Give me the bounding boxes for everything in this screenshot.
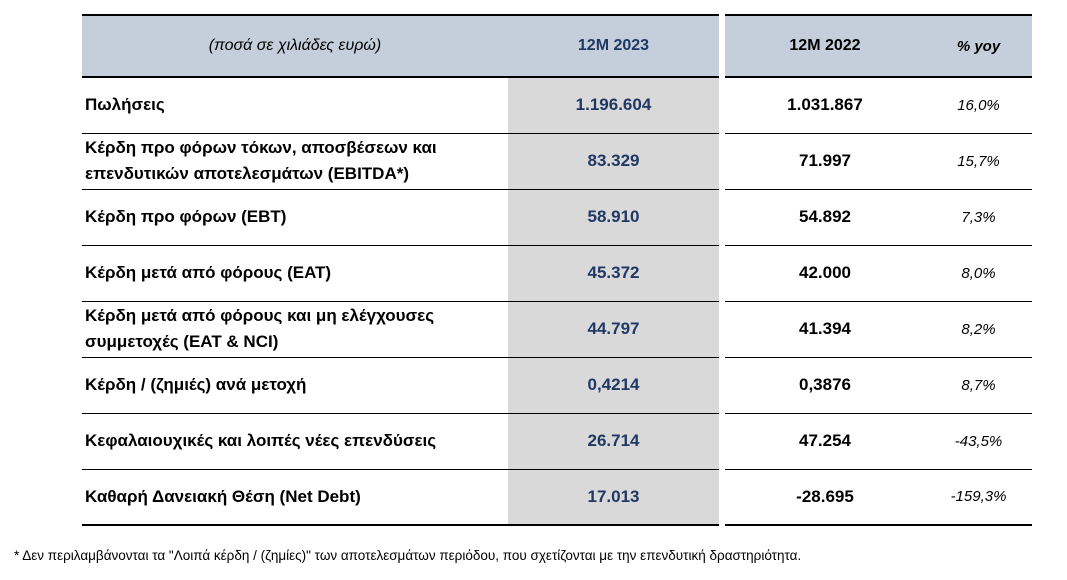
value-12m-2022: 47.254: [722, 413, 925, 469]
value-12m-2023: 0,4214: [508, 357, 722, 413]
value-12m-2022: 54.892: [722, 189, 925, 245]
value-12m-2023: 1.196.604: [508, 77, 722, 133]
row-label: Κέρδη προ φόρων (ΕΒΤ): [82, 189, 508, 245]
value-yoy: 16,0%: [925, 77, 1032, 133]
value-12m-2023: 58.910: [508, 189, 722, 245]
row-label: Κέρδη μετά από φόρους και μη ελέγχουσες συμμετοχές (EAT & NCI): [82, 301, 508, 357]
financial-results-table: [82, 14, 1032, 526]
financial-results-table-container: [82, 14, 1032, 526]
row-label: Κέρδη / (ζημιές) ανά μετοχή: [82, 357, 508, 413]
value-12m-2023: 26.714: [508, 413, 722, 469]
table-row: [82, 245, 1032, 301]
value-yoy: 7,3%: [925, 189, 1032, 245]
value-yoy: 8,0%: [925, 245, 1032, 301]
table-row: [82, 189, 1032, 245]
table-row: [82, 301, 1032, 357]
value-yoy: 8,7%: [925, 357, 1032, 413]
value-yoy: -43,5%: [925, 413, 1032, 469]
header-units-label: (ποσά σε χιλιάδες ευρώ): [82, 15, 508, 77]
header-yoy: % yoy: [925, 15, 1032, 77]
table-row: [82, 77, 1032, 133]
header-12m-2022: 12M 2022: [722, 15, 925, 77]
footnote: * Δεν περιλαμβάνονται τα "Λοιπά κέρδη / (ζημίες)" των αποτελεσμάτων περιόδου, που σχετίζονται με την επενδυτική δραστηριότητα.: [14, 548, 802, 563]
value-12m-2023: 44.797: [508, 301, 722, 357]
row-label: Κέρδη προ φόρων τόκων, αποσβέσεων και επενδυτικών αποτελεσμάτων (EBITDA*): [82, 133, 508, 189]
value-yoy: 15,7%: [925, 133, 1032, 189]
value-12m-2022: -28.695: [722, 469, 925, 525]
value-12m-2022: 42.000: [722, 245, 925, 301]
value-12m-2023: 83.329: [508, 133, 722, 189]
table-row: [82, 413, 1032, 469]
value-yoy: 8,2%: [925, 301, 1032, 357]
value-12m-2022: 1.031.867: [722, 77, 925, 133]
row-label: Κεφαλαιουχικές και λοιπές νέες επενδύσεις: [82, 413, 508, 469]
value-12m-2022: 41.394: [722, 301, 925, 357]
row-label: Καθαρή Δανειακή Θέση (Net Debt): [82, 469, 508, 525]
value-12m-2022: 71.997: [722, 133, 925, 189]
value-12m-2022: 0,3876: [722, 357, 925, 413]
table-header-row: [82, 15, 1032, 77]
value-12m-2023: 45.372: [508, 245, 722, 301]
value-yoy: -159,3%: [925, 469, 1032, 525]
table-row: [82, 133, 1032, 189]
header-12m-2023: 12M 2023: [508, 15, 722, 77]
table-row: [82, 357, 1032, 413]
table-row: [82, 469, 1032, 525]
row-label: Πωλήσεις: [82, 77, 508, 133]
value-12m-2023: 17.013: [508, 469, 722, 525]
row-label: Κέρδη μετά από φόρους (ΕΑΤ): [82, 245, 508, 301]
